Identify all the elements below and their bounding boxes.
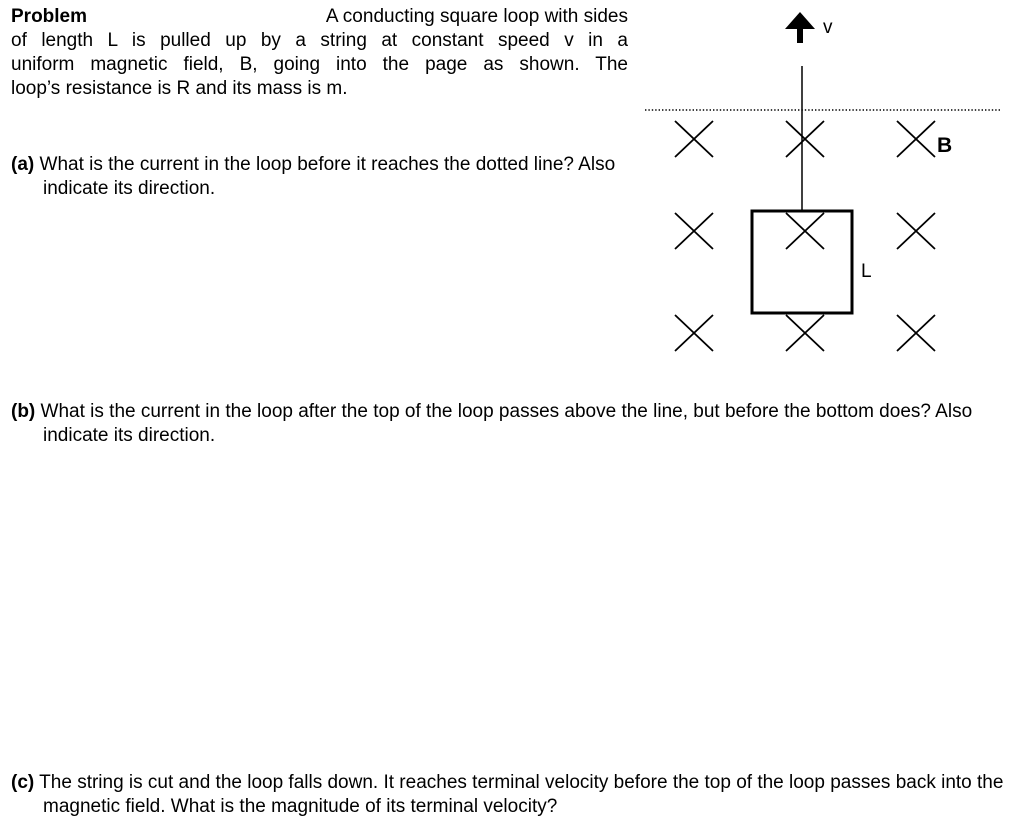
side-length-label: L xyxy=(861,261,872,282)
intro-line-4: loop’s resistance is R and its mass is m. xyxy=(11,78,348,99)
field-cross-icon xyxy=(675,213,713,249)
velocity-arrow-icon xyxy=(785,12,815,43)
question-c-label: (c) xyxy=(11,772,35,793)
question-a-label: (a) xyxy=(11,154,35,175)
question-b-text: What is the current in the loop after the top of the loop passes above the line, but before the bottom does? Also indicate its direction. xyxy=(40,401,973,446)
square-loop xyxy=(752,211,852,313)
intro-line-1: A conducting square loop with sides xyxy=(325,6,628,27)
field-cross-icon xyxy=(897,315,935,351)
intro-line-2: of length L is pulled up by a string at constant speed v in a xyxy=(11,30,628,51)
velocity-label: v xyxy=(823,17,833,38)
question-a-text: What is the current in the loop before it reaches the dotted line? Also indicate its direction. xyxy=(39,154,616,199)
intro-line-3: uniform magnetic field, B, going into the page as shown. The xyxy=(11,54,628,75)
question-b-label: (b) xyxy=(11,401,36,422)
problem-heading: Problem xyxy=(11,6,88,27)
field-cross-icon xyxy=(786,213,824,249)
field-cross-icon xyxy=(897,213,935,249)
field-cross-icon xyxy=(786,315,824,351)
field-cross-icon xyxy=(675,121,713,157)
question-c-text: The string is cut and the loop falls down. It reaches terminal velocity before the top of the loop passes back into the magnetic field. What is the magnitude of its terminal velocity? xyxy=(39,772,1004,817)
field-label: B xyxy=(937,134,953,157)
field-cross-icon xyxy=(897,121,935,157)
field-cross-icon xyxy=(786,121,824,157)
field-cross-icon xyxy=(675,315,713,351)
